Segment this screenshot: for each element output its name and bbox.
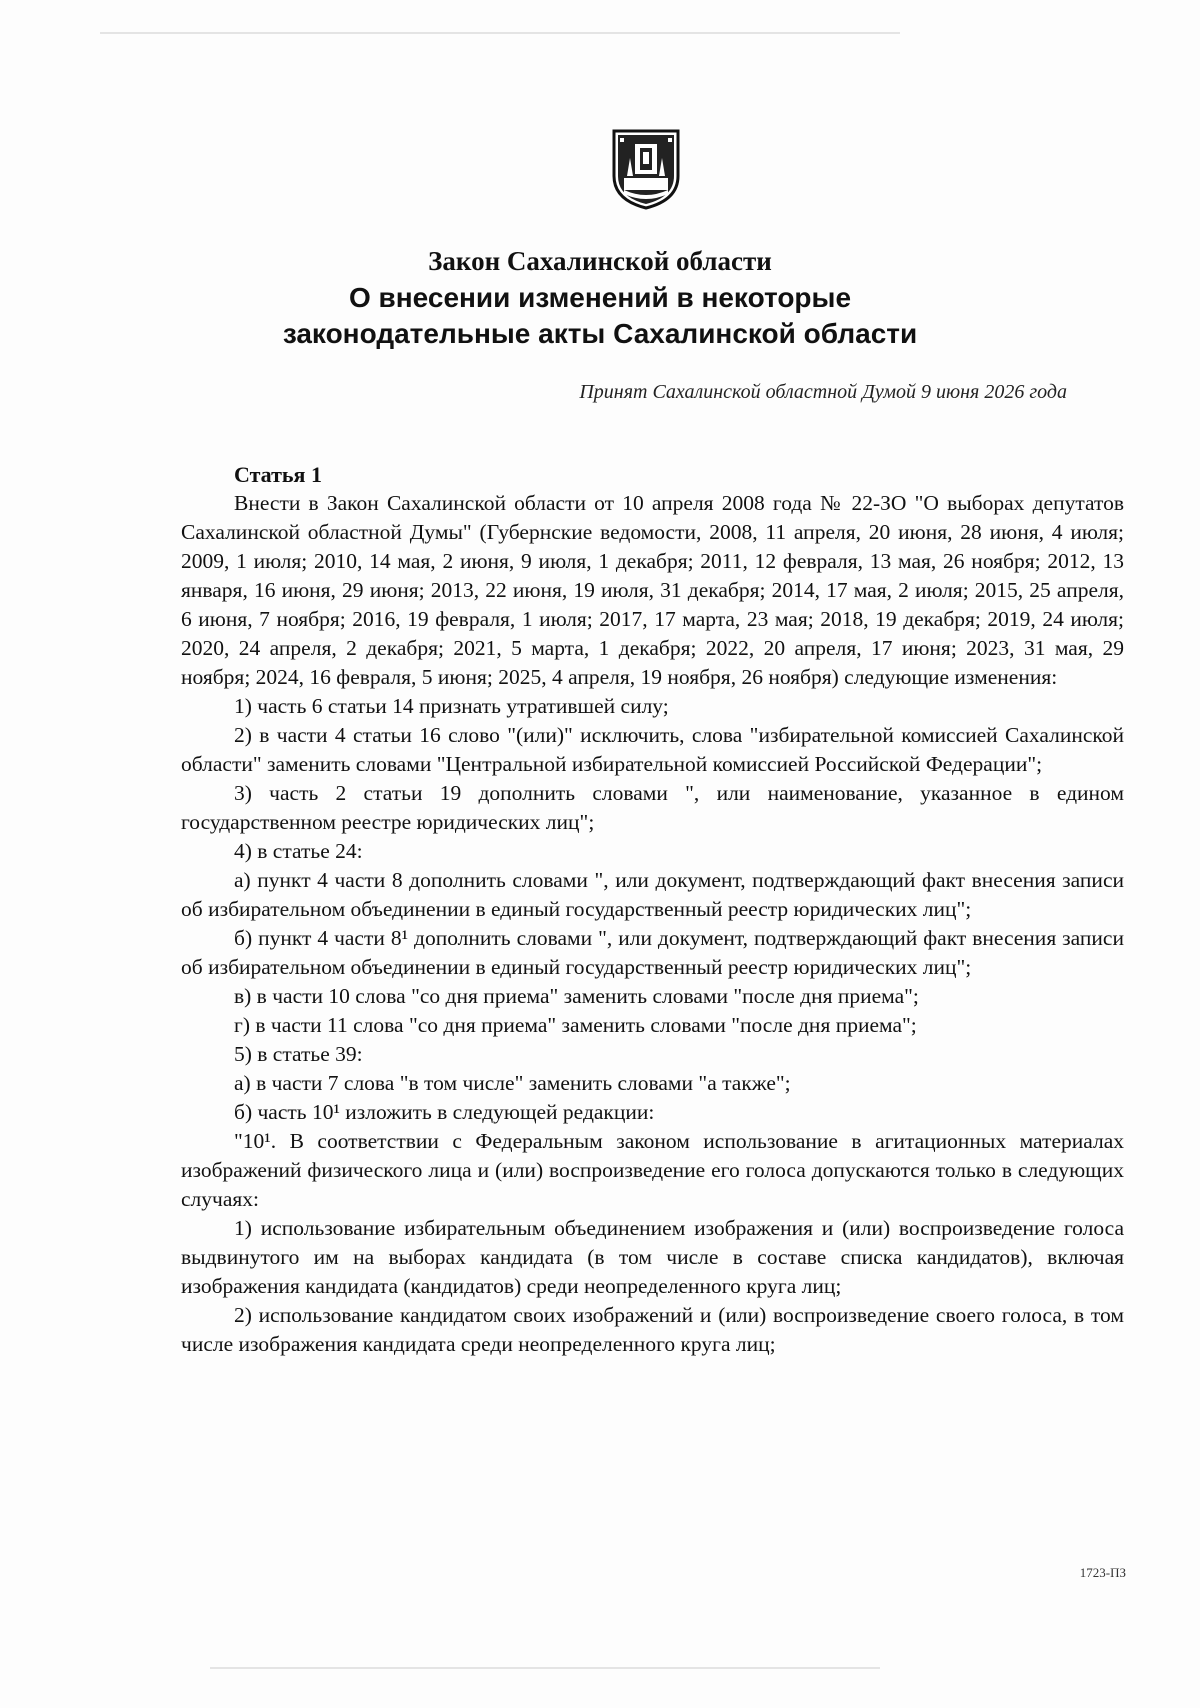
paragraph: "10¹. В соответствии с Федеральным законом использование в агитационных материалах изображений физического лица и (или) воспроизведение его голоса допускаются только в следующих случаях: bbox=[181, 1129, 1124, 1211]
paragraph: б) пункт 4 части 8¹ дополнить словами ", или документ, подтверждающий факт внесения записи об избирательном объединении в единый государственный реестр юридических лиц"; bbox=[181, 926, 1124, 979]
paragraph: а) пункт 4 части 8 дополнить словами ", или документ, подтверждающий факт внесения записи об избирательном объединении в единый государственный реестр юридических лиц"; bbox=[181, 868, 1124, 921]
adoption-note: Принят Сахалинской областной Думой 9 июня 2026 года bbox=[579, 381, 1067, 403]
document-title-line1: Закон Сахалинской области bbox=[428, 246, 772, 276]
document-title-line3: законодательные акты Сахалинской области bbox=[282, 318, 918, 349]
paragraph: 4) в статье 24: bbox=[234, 839, 363, 863]
paragraph: в) в части 10 слова "со дня приема" заменить словами "после дня приема"; bbox=[234, 984, 919, 1008]
article-heading: Статья 1 bbox=[234, 462, 322, 487]
scan-noise-top bbox=[100, 32, 900, 34]
paragraph: 2) в части 4 статьи 16 слово "(или)" исключить, слова "избирательной комиссией Сахалинской области" заменить словами "Центральной избирательной комиссией Российской Федерации"; bbox=[181, 723, 1124, 776]
paragraph: 1) часть 6 статьи 14 признать утратившей силу; bbox=[234, 694, 669, 718]
paragraph: 3) часть 2 статьи 19 дополнить словами ", или наименование, указанное в едином государственном реестре юридических лиц"; bbox=[181, 781, 1124, 834]
paragraph: 5) в статье 39: bbox=[234, 1042, 363, 1066]
document-body bbox=[181, 460, 1124, 1359]
paragraph: Внести в Закон Сахалинской области от 10 апреля 2008 года № 22-ЗО "О выборах депутатов Сахалинской областной Думы" (Губернские ведомости, 2008, 11 апреля, 20 июня, 28 июня, 4 июля; 2009, 1 июля; 2010, 14 мая, 2 июня, 9 июля, 1 декабря; 2011, 12 февраля, 13 мая, 26 ноября; 2012, 13 января, 16 июня, 29 июня; 2013, 22 июня, 19 июля, 31 декабря; 2014, 17 мая, 2 июля; 2015, 25 апреля, 6 июня, 7 ноября; 2016, 19 февраля, 1 июля; 2017, 17 марта, 23 мая; 2018, 19 декабря; 2019, 24 июля; 2020, 24 апреля, 2 декабря; 2021, 5 марта, 1 декабря; 2022, 20 апреля, 17 июня; 2023, 31 мая, 29 ноября; 2024, 16 февраля, 5 июня; 2025, 4 апреля, 19 ноября, 26 ноября) следующие изменения: bbox=[181, 491, 1124, 689]
paragraph: а) в части 7 слова "в том числе" заменить словами "а также"; bbox=[234, 1071, 791, 1095]
paragraph: г) в части 11 слова "со дня приема" заменить словами "после дня приема"; bbox=[234, 1013, 917, 1037]
document-number: 1723-ПЗ bbox=[1079, 1565, 1126, 1580]
scan-noise-bottom bbox=[210, 1667, 880, 1669]
paragraph: б) часть 10¹ изложить в следующей редакции: bbox=[234, 1100, 655, 1124]
document-title-line2: О внесении изменений в некоторые bbox=[348, 282, 852, 313]
paragraph: 1) использование избирательным объединением изображения и (или) воспроизведение голоса выдвинутого им на выборах кандидата (в том числе в составе списка кандидатов), включая изображения кандидата (кандидатов) среди неопределенного круга лиц; bbox=[181, 1216, 1124, 1298]
paragraph: 2) использование кандидатом своих изображений и (или) воспроизведение своего голоса, в том числе изображения кандидата среди неопределенного круга лиц; bbox=[181, 1303, 1124, 1356]
sakhalin-coat-of-arms-icon bbox=[610, 128, 682, 210]
